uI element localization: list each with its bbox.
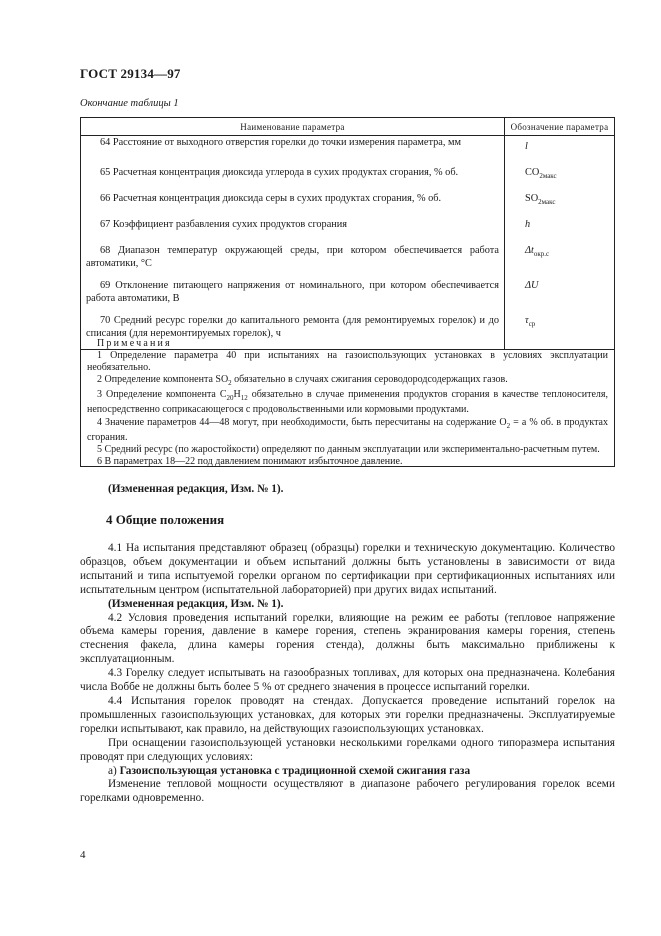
note-5: 5 Средний ресурс (по жаростойкости) определяют по данным эксплуатации или экспериментально-расчетным путем.: [97, 443, 600, 455]
note-4: 4 Значение параметров 44—48 могут, при необходимости, быть пересчитаны на содержание $O_2 = a$ % об. в продуктах сгорания.: [87, 416, 608, 443]
list-item-a: а) Газоиспользующая установка с традиционной схемой сжигания газа: [108, 764, 471, 777]
parameter-name: 68 Диапазон температур окружающей среды, при котором обеспечивается работа автоматики, °С: [81, 244, 505, 279]
parameters-table: [80, 117, 615, 350]
paragraph-conditions: При оснащении газоиспользующей установки несколькими горелками одного типоразмера испытания проводят при следующих условиях:: [80, 736, 615, 763]
note-2: 2 Определение компонента $SO_2$ обязательно в случаях сжигания сероводородсодержащих газов.: [97, 374, 508, 388]
table-header-row: [81, 118, 615, 136]
parameter-name: 67 Коэффициент разбавления сухих продуктов сгорания: [81, 218, 505, 244]
parameter-name: 66 Расчетная концентрация диоксида серы в сухих продуктах сгорания, % об.: [81, 192, 505, 218]
parameter-symbol: l: [505, 136, 615, 167]
note-6: 6 В параметрах 18—22 под давлением понимают избыточное давление.: [97, 455, 403, 467]
parameter-symbol: $\Delta t_{окр.с}$: [505, 244, 615, 279]
table-row: [81, 136, 615, 167]
parameter-symbol: $CO_{2макс}$: [505, 166, 615, 192]
parameter-symbol: $SO_{2макс}$: [505, 192, 615, 218]
column-header-symbol: Обозначение параметра: [505, 118, 615, 136]
table-row: [81, 218, 615, 244]
table-row: [81, 192, 615, 218]
section-body: [80, 542, 615, 806]
table-row: [81, 166, 615, 192]
parameter-symbol: ΔU: [505, 279, 615, 314]
notes-title: Примечания: [97, 338, 172, 349]
parameter-name: 70 Средний ресурс горелки до капитального ремонта (для ремонтируемых горелок) и до списания (для неремонтируемых горелок), ч: [81, 314, 505, 350]
amendment-note: (Измененная редакция, Изм. № 1).: [108, 483, 284, 495]
paragraph-power-change: Изменение тепловой мощности осуществляют в диапазоне рабочего регулирования горелок всеми горелками одновременно.: [80, 778, 615, 805]
section-title: 4 Общие положения: [106, 512, 225, 527]
paragraph-4-2: 4.2 Условия проведения испытаний горелки, влияющие на режим ее работы (тепловое напряжение объема камеры горения, давление в камере горения, степень экранирования камеры горения, степень стеснения факела, длина камеры горения стенда), должны быть максимально приближены к эксплуатационным.: [80, 611, 615, 666]
parameter-name: 64 Расстояние от выходного отверстия горелки до точки измерения параметра, мм: [81, 136, 505, 167]
parameter-name: 69 Отклонение питающего напряжения от номинального, при котором обеспечивается работа автоматики, В: [81, 279, 505, 314]
paragraph-4-1: 4.1 На испытания представляют образец (образцы) горелки и техническую документацию. Количество образцов, объем документации и объем испытаний должны быть установлены в зависимости от вида испытаний и типа испытуемой горелки органом по сертификации при сертификационных испытаниях или испытательным центром (испытательной лабораторией) при других видах испытаний.: [80, 542, 615, 596]
page-number: 4: [80, 849, 86, 861]
note-3: 3 Определение компонента $C_{20}H_{12}$ обязательно в случае применения продуктов сгорания в качестве теплоносителя, непосредственно соприкасающегося с продовольственными или кормовыми продуктами.: [87, 389, 608, 416]
paragraph-4-4: 4.4 Испытания горелок проводят на стендах. Допускается проведение испытаний горелок на промышленных газоиспользующих установках, для которых эти горелки предназначены. Эксплуатируемые горелки испытывают, как правило, на действующих газоиспользующих установках.: [80, 694, 615, 735]
table-row: [81, 279, 615, 314]
amendment-note: (Измененная редакция, Изм. № 1).: [108, 597, 284, 610]
parameter-symbol: h: [505, 218, 615, 244]
note-1: 1 Определение параметра 40 при испытаниях на газоиспользующих установках в условиях эксплуатации необязательно.: [87, 350, 608, 374]
table-row: [81, 244, 615, 279]
table-notes: [80, 335, 615, 467]
table-caption: Окончание таблицы 1: [80, 98, 179, 109]
parameter-name: 65 Расчетная концентрация диоксида углерода в сухих продуктах сгорания, % об.: [81, 166, 505, 192]
column-header-name: Наименование параметра: [81, 118, 505, 136]
parameter-symbol: $\tau_{ср}$: [505, 314, 615, 350]
paragraph-4-3: 4.3 Горелку следует испытывать на газообразных топливах, для которых она предназначена. Колебания числа Воббе не должны быть более 5 % от среднего значения в процессе испытаний горелки.: [80, 667, 615, 694]
document-header: ГОСТ 29134—97: [80, 66, 181, 81]
